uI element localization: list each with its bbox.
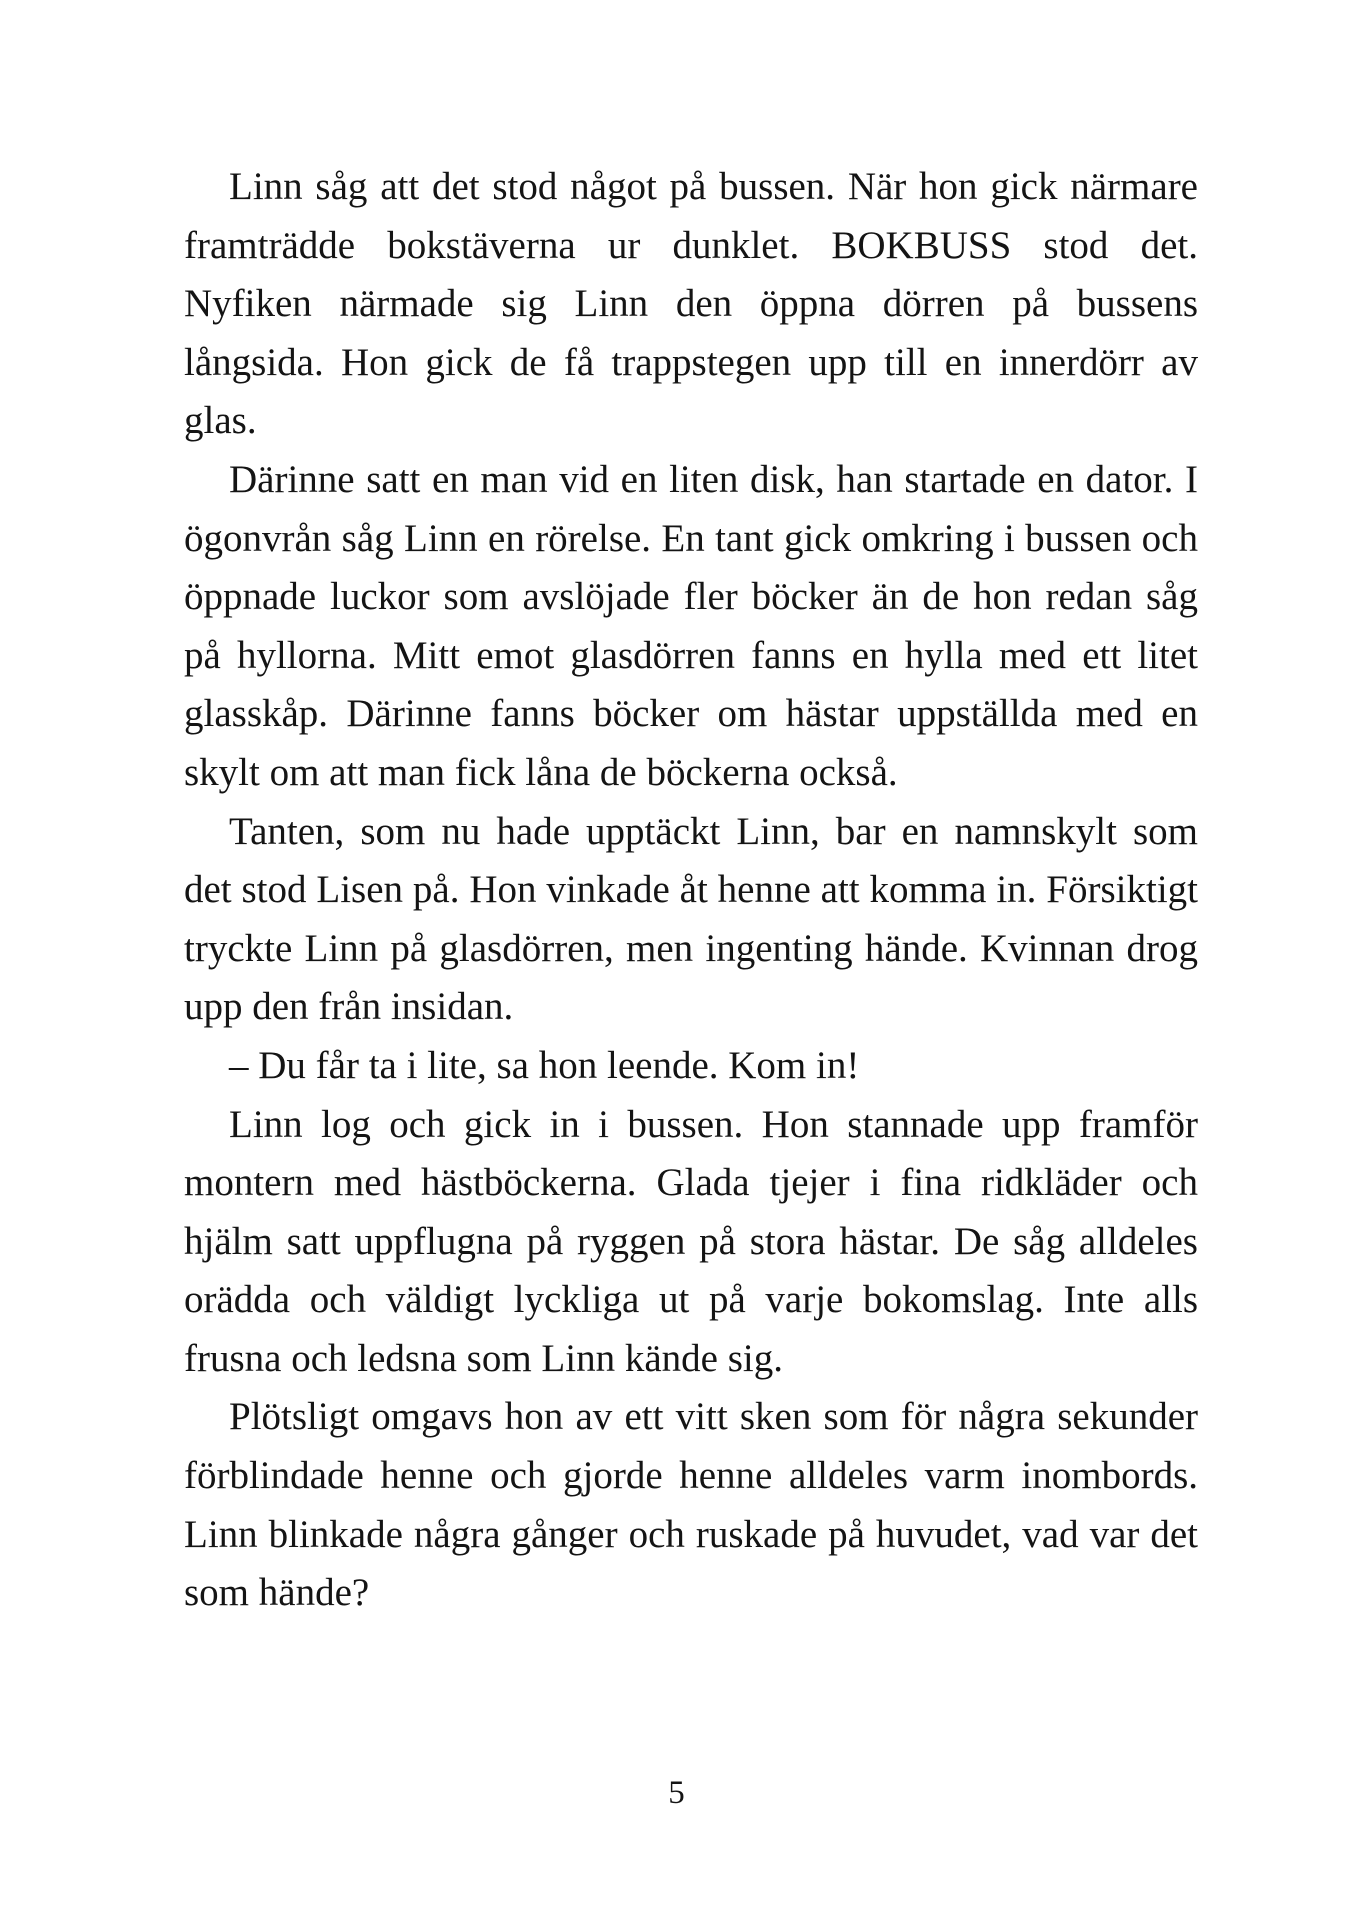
paragraph-dialogue: – Du får ta i lite, sa hon leende. Kom in! bbox=[229, 1043, 860, 1087]
page-number: 5 bbox=[668, 1775, 685, 1811]
page-body bbox=[184, 158, 1198, 1623]
paragraph-lisen: Tanten, som nu hade upptäckt Linn, bar en namnskylt som det stod Lisen på. Hon vinkade åt henne att komma in. Försiktigt tryckte Linn på glasdörren, men ingenting hände. Kvinnan drog upp den från insidan. bbox=[184, 809, 1198, 1029]
paragraph-white-light: Plötsligt omgavs hon av ett vitt sken som för några sekunder förblindade henne och gjorde henne alldeles varm inombords. Linn blinkade några gånger och ruskade på huvudet, vad var det som hände? bbox=[184, 1395, 1198, 1615]
paragraph-bokbuss: Linn såg att det stod något på bussen. När hon gick närmare framträdde bokstäverna ur dunklet. BOKBUSS stod det. Nyfiken närmade sig Linn den öppna dörren på bussens långsida. Hon gick de få trappstegen upp till en innerdörr av glas. bbox=[184, 165, 1198, 443]
paragraph-horse-books: Linn log och gick in i bussen. Hon stannade upp framför montern med hästböckerna. Glada tjejer i fina ridkläder och hjälm satt uppflugna på ryggen på stora hästar. De såg alldeles orädda och väldigt lyckliga ut på varje bokomslag. Inte alls frusna och ledsna som Linn kände sig. bbox=[184, 1102, 1198, 1380]
paragraph-inside-bus: Därinne satt en man vid en liten disk, han startade en dator. I ögonvrån såg Linn en rörelse. En tant gick omkring i bussen och öppnade luckor som avslöjade fler böcker än de hon redan såg på hyllorna. Mitt emot glasdörren fanns en hylla med ett litet glasskåp. Därinne fanns böcker om hästar uppställda med en skylt om att man fick låna de böckerna också. bbox=[184, 457, 1198, 794]
